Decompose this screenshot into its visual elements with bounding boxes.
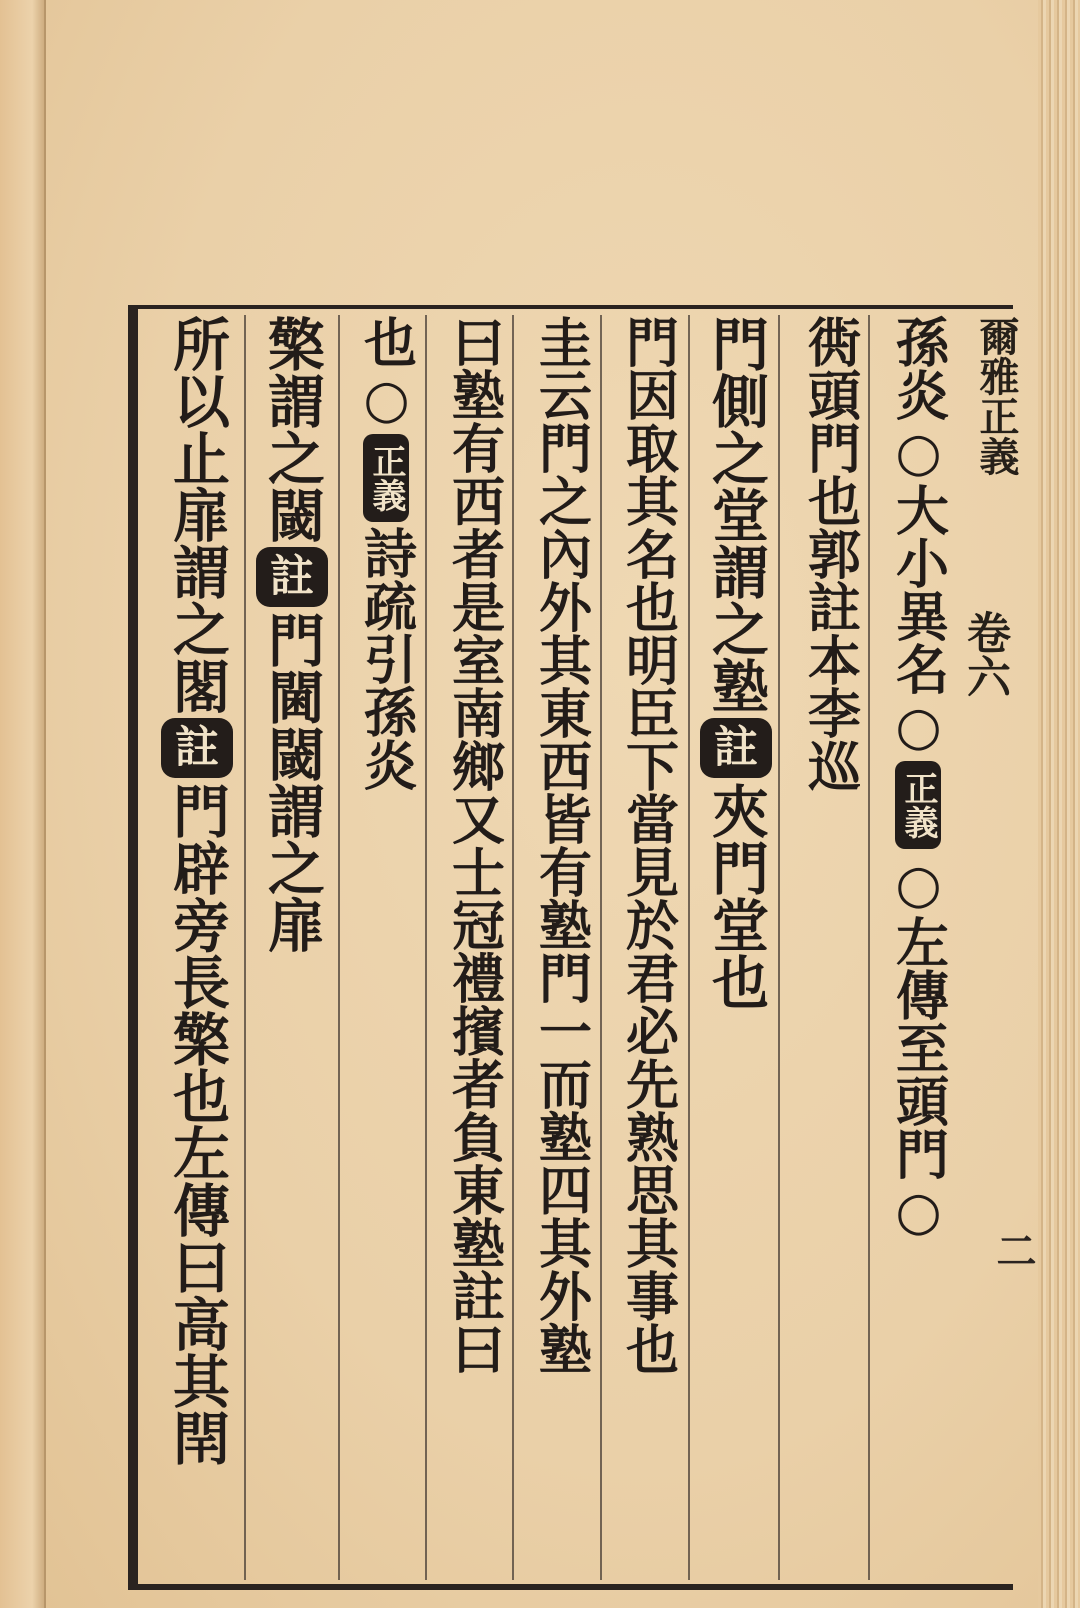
text-column-12 (344, 315, 428, 1585)
column-text: 檠謂之閾 (258, 315, 326, 543)
zhu-marker: 註 (256, 547, 328, 607)
previous-leaf-edge (0, 0, 46, 1608)
column-text: 也○ (355, 315, 418, 430)
text-column-6 (606, 315, 690, 1585)
text-column-1 (876, 315, 960, 1585)
column-text: 圭云門之內外其東西皆有塾門一而塾四其外塾 (530, 315, 593, 1375)
zhengyi-marker: 正義 (363, 434, 409, 522)
column-text: ○左傳至頭門○ (887, 853, 950, 1242)
column-text: 曰塾有西者是室南鄉又士冠禮擯者負東塾註曰 (443, 315, 506, 1375)
column-text: 門側之堂謂之塾 (702, 315, 770, 714)
column-text: 門閫閾謂之扉 (258, 611, 326, 953)
column-text: 衖頭門也郭註本李巡 (799, 315, 862, 792)
text-column-15 (155, 315, 239, 1585)
text-column-8 (519, 315, 603, 1585)
chapter-number: 卷六 (959, 610, 1010, 698)
zhu-marker: 註 (161, 718, 233, 778)
column-text: 門因取其名也明臣下當見於君必先熟思其事也 (617, 315, 680, 1375)
column-rule (338, 315, 340, 1580)
text-column-5 (694, 315, 778, 1585)
stacked-page-edges (1038, 0, 1080, 1608)
zhu-marker: 註 (700, 718, 772, 778)
text-column-14 (250, 315, 334, 1585)
text-column-3 (788, 315, 872, 1585)
zhengyi-marker: 正義 (895, 761, 941, 849)
column-text: 詩疏引孫炎 (355, 526, 418, 791)
column-rule (778, 315, 780, 1580)
book-title: 爾雅正義 (973, 316, 1020, 476)
text-column-10 (432, 315, 516, 1585)
column-rule (244, 315, 246, 1580)
column-text: 所以止扉謂之閣 (163, 315, 231, 714)
column-text: 孫炎○大小異名○ (887, 315, 950, 757)
page-number: 二 (990, 1230, 1037, 1270)
column-text: 夾門堂也 (702, 782, 770, 1010)
column-text: 門辟旁長檠也左傳曰高其閈 (163, 782, 231, 1466)
